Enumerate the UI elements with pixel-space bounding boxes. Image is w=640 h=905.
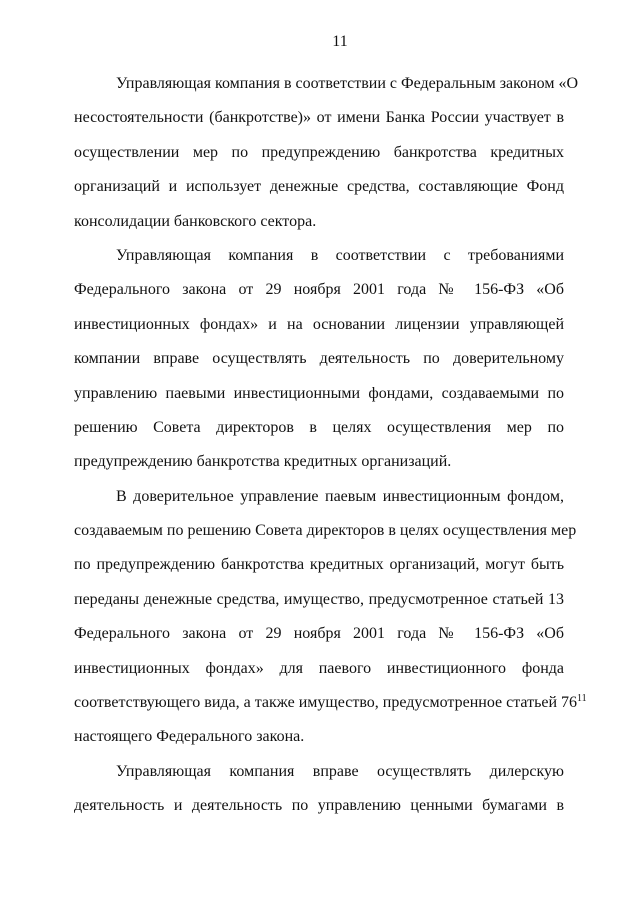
paragraph-4 — [74, 755, 564, 824]
text-line: Федерального закона от 29 ноября 2001 года № 156-ФЗ «Об — [74, 625, 564, 643]
superscript-article-number: 11 — [577, 693, 587, 705]
text-line: деятельность и деятельность по управлению ценными бумагами в — [74, 797, 564, 815]
paragraph-3 — [74, 480, 587, 755]
paragraph-2 — [74, 239, 564, 480]
text-line: инвестиционных фондах» для паевого инвестиционного фонда — [74, 659, 564, 677]
text-line: инвестиционных фондах» и на основании лицензии управляющей — [74, 315, 564, 333]
text-line: организаций и использует денежные средства, составляющие Фонд — [74, 178, 564, 196]
text-line: предупреждению банкротства кредитных организаций. — [74, 453, 452, 471]
text-line: консолидации банковского сектора. — [74, 212, 317, 230]
text-line: настоящего Федерального закона. — [74, 728, 305, 746]
text-line: управлению паевыми инвестиционными фондами, создаваемыми по — [74, 384, 564, 402]
text-line: В доверительное управление паевым инвестиционным фондом, — [116, 487, 564, 505]
text-line: несостоятельности (банкротстве)» от имени Банка России участвует в — [74, 109, 564, 127]
text-line: компании вправе осуществлять деятельность по доверительному — [74, 350, 564, 368]
paragraph-1 — [74, 67, 579, 239]
text-line: Управляющая компания вправе осуществлять дилерскую — [116, 762, 564, 780]
text-line-main: соответствующего вида, а также имущество, предусмотренное статьей 76 — [74, 694, 578, 712]
text-line: решению Совета директоров в целях осуществления мер по — [74, 418, 564, 436]
text-line: Управляющая компания в соответствии с Федеральным законом «О — [116, 75, 579, 92]
text-line-with-superscript — [74, 686, 587, 720]
page-number: 11 — [332, 33, 348, 50]
text-line: по предупреждению банкротства кредитных организаций, могут быть — [74, 556, 564, 574]
text-line: создаваемым по решению Совета директоров в целях осуществления мер — [74, 522, 577, 540]
text-line: осуществлении мер по предупреждению банкротства кредитных — [74, 143, 564, 161]
text-line: Управляющая компания в соответствии с требованиями — [116, 246, 564, 264]
document-body — [74, 67, 587, 824]
text-line: Федерального закона от 29 ноября 2001 года № 156-ФЗ «Об — [74, 281, 564, 299]
text-line: переданы денежные средства, имущество, предусмотренное статьей 13 — [74, 590, 564, 608]
